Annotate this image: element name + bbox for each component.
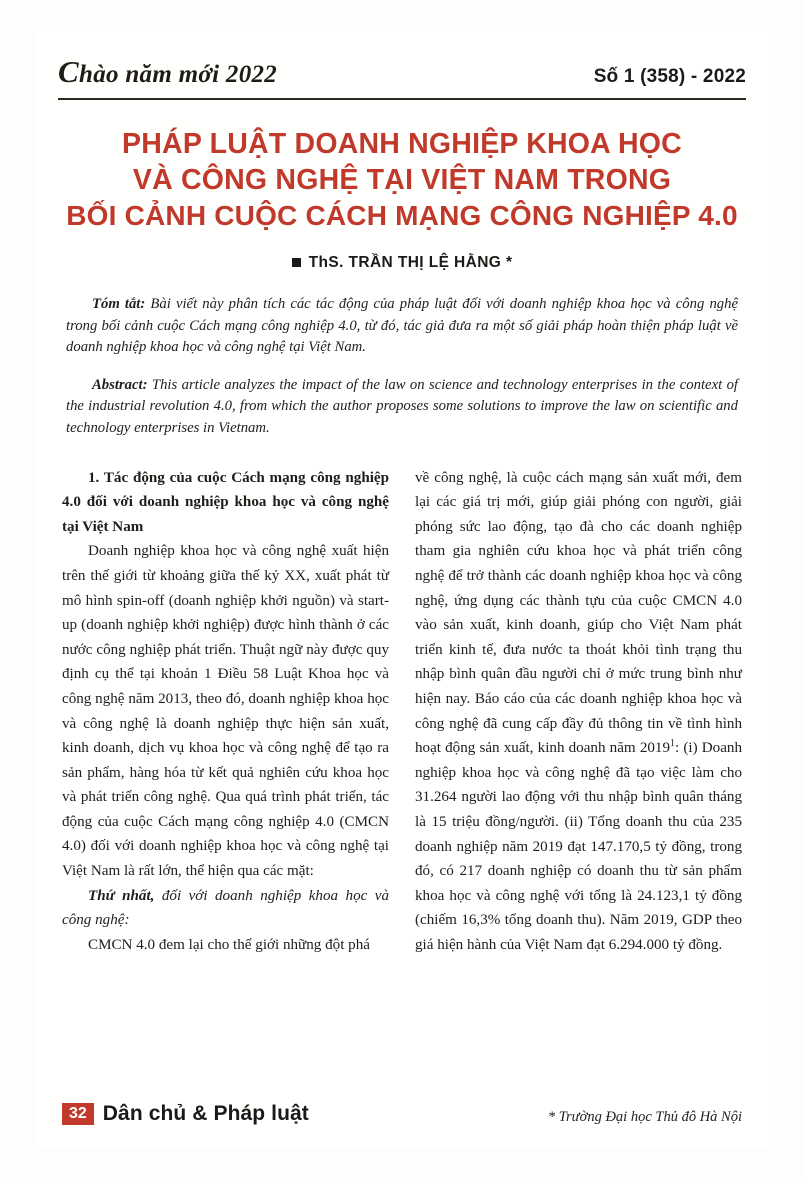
- footnote-marker: 1: [670, 738, 676, 750]
- title-line-1: PHÁP LUẬT DOANH NGHIỆP KHOA HỌC: [122, 128, 682, 160]
- subheading-rest: đối với doanh nghiệp khoa học và công nghệ:: [62, 887, 390, 929]
- section-heading: 1. Tác động của cuộc Cách mạng công nghiệp 4.0 đối với doanh nghiệp khoa học và công nghệ tại Việt Nam: [62, 469, 389, 535]
- paragraph-right-1-a: về công nghệ, là cuộc cách mạng sản xuất mới, đem lại các giá trị mới, giúp giải phóng con người, giải phóng sức lao động, tạo đà cho các doanh nghiệp tham gia nghiên cứu khoa học và phát triển công nghệ để trở thành các doanh nghiệp khoa học và công nghệ, ứng dụng các thành tựu của cuộc CMCN 4.0 vào sản xuất, kinh doanh, giúp cho Việt Nam phát triển kinh tế, đưa nước ta thoát khỏi tình trạng thu nhập bình quân đầu người chỉ ở mức trung bình như hiện nay. Báo cáo của các doanh nghiệp khoa học và công nghệ đã cung cấp đầy đủ thông tin về tình hình hoạt động sản xuất, kinh doanh năm 2019: [415, 469, 742, 757]
- paragraph-left-1: Doanh nghiệp khoa học và công nghệ xuất hiện trên thế giới từ khoảng giữa thế kỷ XX, xuất phát từ mô hình spin-off (doanh nghiệp khởi nguồn) và start-up (doanh nghiệp khởi nghiệp) được hình thành ở các nước công nghiệp phát triển. Thuật ngữ này được quy định cụ thể tại khoản 1 Điều 58 Luật Khoa học và công nghệ năm 2013, theo đó, doanh nghiệp khoa học và công nghệ là doanh nghiệp thực hiện sản xuất, kinh doanh, dịch vụ khoa học và công nghệ để tạo ra sản phẩm, hàng hóa từ kết quả nghiên cứu khoa học và phát triển công nghệ. Qua quá trình phát triển, tác động của cuộc Cách mạng công nghiệp 4.0 (CMCN 4.0) đối với doanh nghiệp khoa học và công nghệ tại Việt Nam là rất lớn, thể hiện qua các mặt:: [62, 543, 389, 880]
- abstract-vi-label: Tóm tắt:: [92, 295, 146, 312]
- author-affiliation-footnote: * Trường Đại học Thủ đô Hà Nội: [547, 1109, 742, 1125]
- column-left: [62, 466, 389, 958]
- page-footer: [62, 1102, 742, 1126]
- author-byline: [36, 254, 768, 272]
- abstract-en-text: This article analyzes the impact of the law on science and technology enterprises in the context of the industrial revolution 4.0, from which the author proposes some solutions to improve the law on scientific and technology enterprises in Vietnam.: [66, 376, 738, 436]
- square-bullet-icon: [292, 258, 301, 267]
- paragraph-left-subheading: [62, 884, 389, 933]
- journal-masthead: Chào năm mới 2022: [58, 54, 278, 89]
- footer-journal-title: Dân chủ & Pháp luật: [102, 1102, 309, 1125]
- author-name: ThS. TRẦN THỊ LỆ HẰNG *: [308, 253, 513, 271]
- subheading-label: Thứ nhất,: [88, 887, 155, 904]
- abstract-en-label: Abstract:: [92, 376, 148, 393]
- header-divider: [58, 98, 746, 100]
- page-sheet: [36, 30, 768, 1148]
- paragraph-right-1: [415, 466, 742, 958]
- page-number-badge: 32: [62, 1103, 94, 1125]
- title-line-2: VÀ CÔNG NGHỆ TẠI VIỆT NAM TRONG: [132, 164, 672, 197]
- abstract-vi-text: Bài viết này phân tích các tác động của pháp luật đối với doanh nghiệp khoa học và công nghệ trong bối cảnh cuộc Cách mạng công nghiệp 4.0, từ đó, tác giả đưa ra một số giải pháp hoàn thiện pháp luật về doanh nghiệp khoa học và công nghệ tại Việt Nam.: [66, 295, 739, 356]
- abstract-english: [66, 375, 738, 440]
- article-title: [62, 126, 742, 234]
- issue-label: Số 1 (358) - 2022: [593, 66, 746, 87]
- abstract-vietnamese: [66, 294, 738, 359]
- footer-left: [62, 1102, 309, 1126]
- paragraph-left-2: CMCN 4.0 đem lại cho thế giới những đột phá: [88, 936, 370, 953]
- title-line-3: BỐI CẢNH CUỘC CÁCH MẠNG CÔNG NGHIỆP 4.0: [66, 200, 738, 232]
- paragraph-right-1-b: : (i) Doanh nghiệp khoa học và công nghệ đã tạo việc làm cho 31.264 người lao động với thu nhập bình quân tháng là 15 triệu đồng/người. (ii) Tổng doanh thu của 235 doanh nghiệp năm 2019 đạt 147.170,5 tỷ đồng, trong đó, có 217 doanh nghiệp có doanh thu từ sản phẩm khoa học và công nghệ với tổng là 24.123,1 tỷ đồng (chiếm 16,3% tổng doanh thu). Năm 2019, GDP theo giá hiện hành của Việt Nam đạt 6.294.000 tỷ đồng.: [415, 740, 742, 953]
- body-columns: [62, 466, 742, 958]
- page-header: [36, 30, 768, 94]
- column-right: [415, 466, 742, 958]
